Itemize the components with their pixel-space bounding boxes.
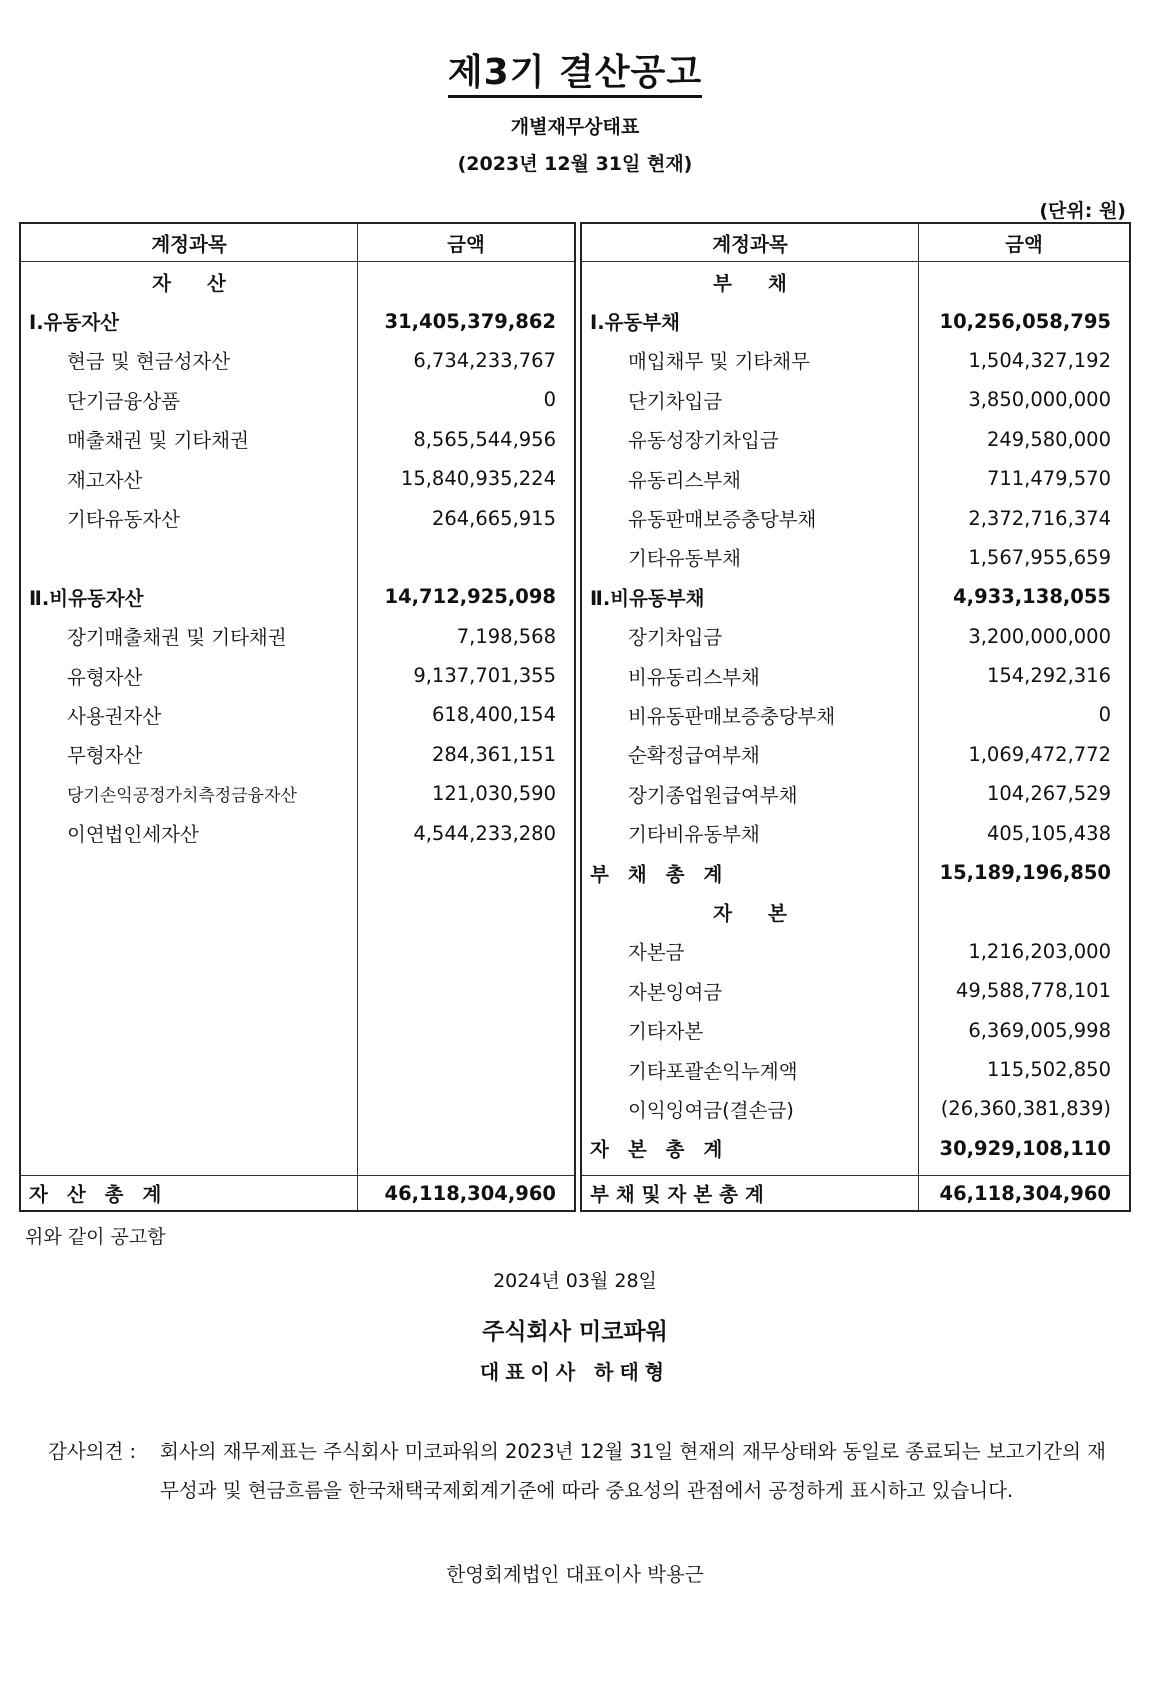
table-row xyxy=(21,813,574,852)
account-label: 자본잉여금 xyxy=(582,971,919,1010)
account-amount: 249,580,000 xyxy=(986,427,1111,451)
table-row xyxy=(582,380,1129,419)
table-row xyxy=(21,459,574,498)
account-label: 이연법인세자산 xyxy=(21,813,358,852)
table-row xyxy=(582,774,1129,813)
noncurrent-liabilities-amount: 4,933,138,055 xyxy=(953,585,1111,609)
liabilities-equity-table xyxy=(580,222,1131,1212)
announcement-text: 위와 같이 공고함 xyxy=(25,1226,166,1248)
table-row xyxy=(21,735,574,774)
noncurrent-assets-label: Ⅱ.비유동자산 xyxy=(21,577,358,616)
amount-header: 금액 xyxy=(1005,232,1043,256)
account-amount: 284,361,151 xyxy=(431,742,556,766)
account-amount: 3,850,000,000 xyxy=(968,388,1111,412)
account-label: 기타유동자산 xyxy=(21,498,358,537)
account-label: 순확정급여부채 xyxy=(582,735,919,774)
account-amount: 264,665,915 xyxy=(431,506,556,530)
assets-total-amount: 46,118,304,960 xyxy=(384,1181,556,1205)
noncurrent-assets-amount: 14,712,925,098 xyxy=(384,585,556,609)
account-amount: 711,479,570 xyxy=(986,467,1111,491)
table-row xyxy=(582,341,1129,380)
group-row xyxy=(582,577,1129,616)
ceo-name: 대표이사 하태형 xyxy=(479,1360,671,1384)
amount-header: 금액 xyxy=(447,232,485,256)
equity-total-amount: 30,929,108,110 xyxy=(939,1136,1111,1160)
account-label: 당기손익공정가치측정금융자산 xyxy=(21,774,358,813)
balance-sheet xyxy=(19,222,1131,1212)
equity-total-row xyxy=(582,1129,1129,1168)
audit-text: 회사의 재무제표는 주식회사 미코파워의 2023년 12월 31일 현재의 재무상태와 동일로 종료되는 보고기간의 재무성과 및 현금흐름을 한국채택국제회계기준에 따라 중요성의 관점에서 공정하게 표시하고 있습니다. xyxy=(160,1440,1106,1502)
table-row xyxy=(582,1010,1129,1049)
account-label: 무형자산 xyxy=(21,735,358,774)
account-label: 유동리스부채 xyxy=(582,459,919,498)
account-label: 유형자산 xyxy=(21,656,358,695)
account-label: 재고자산 xyxy=(21,459,358,498)
table-row xyxy=(21,498,574,537)
account-amount: 3,200,000,000 xyxy=(968,624,1111,648)
account-label: 단기차입금 xyxy=(582,380,919,419)
account-amount: 7,198,568 xyxy=(456,624,556,648)
group-row xyxy=(21,577,574,616)
empty-space xyxy=(21,853,574,1175)
account-amount: 15,840,935,224 xyxy=(400,467,556,491)
account-amount: 154,292,316 xyxy=(986,664,1111,688)
account-label: 장기차입금 xyxy=(582,617,919,656)
statement-subtitle: 개별재무상태표 xyxy=(510,116,640,138)
account-amount: 405,105,438 xyxy=(986,821,1111,845)
page-title: 제3기 결산공고 xyxy=(0,44,1150,95)
announcement-date: 2024년 03월 28일 xyxy=(493,1270,657,1292)
account-amount: 1,504,327,192 xyxy=(968,348,1111,372)
account-amount: 121,030,590 xyxy=(431,782,556,806)
current-assets-amount: 31,405,379,862 xyxy=(384,309,556,333)
account-amount: 6,369,005,998 xyxy=(968,1018,1111,1042)
table-row xyxy=(21,656,574,695)
as-of-date: (2023년 12월 31일 현재) xyxy=(457,153,693,175)
table-row xyxy=(582,617,1129,656)
account-label: 단기금융상품 xyxy=(21,380,358,419)
liab-equity-total-label: 부채및자본총계 xyxy=(582,1176,919,1210)
account-header: 계정과목 xyxy=(21,224,358,261)
table-row xyxy=(582,459,1129,498)
assets-table xyxy=(19,222,576,1212)
liabilities-total-row xyxy=(582,853,1129,892)
table-row xyxy=(21,774,574,813)
account-label: 비유동판매보증충당부채 xyxy=(582,695,919,734)
table-row xyxy=(582,695,1129,734)
table-header xyxy=(21,224,574,262)
account-label: 매출채권 및 기타채권 xyxy=(21,420,358,459)
account-label: 유동판매보증충당부채 xyxy=(582,498,919,537)
account-label: 자본금 xyxy=(582,932,919,971)
blank-row xyxy=(21,538,574,577)
unit-label: (단위: 원) xyxy=(1039,200,1126,222)
account-label: 기타포괄손익누계액 xyxy=(582,1050,919,1089)
account-label: 장기매출채권 및 기타채권 xyxy=(21,617,358,656)
group-row xyxy=(582,301,1129,340)
assets-total-row xyxy=(21,1175,574,1210)
table-row xyxy=(582,498,1129,537)
table-row xyxy=(21,420,574,459)
liab-equity-total-amount: 46,118,304,960 xyxy=(939,1181,1111,1205)
current-assets-label: Ⅰ.유동자산 xyxy=(21,301,358,340)
account-amount: (26,360,381,839) xyxy=(940,1097,1111,1121)
account-amount: 0 xyxy=(1098,703,1111,727)
account-label: 기타비유동부채 xyxy=(582,813,919,852)
table-row xyxy=(582,971,1129,1010)
liabilities-total-label: 부채총계 xyxy=(582,853,919,892)
account-label: 비유동리스부채 xyxy=(582,656,919,695)
account-amount: 1,567,955,659 xyxy=(968,545,1111,569)
section-row xyxy=(582,892,1129,931)
account-amount: 618,400,154 xyxy=(431,703,556,727)
equity-total-label: 자본총계 xyxy=(582,1129,919,1168)
account-header: 계정과목 xyxy=(582,224,919,261)
table-header xyxy=(582,224,1129,262)
table-row xyxy=(582,538,1129,577)
assets-section-label: 자산 xyxy=(21,262,358,301)
account-amount: 104,267,529 xyxy=(986,782,1111,806)
table-row xyxy=(582,1089,1129,1128)
account-label: 사용권자산 xyxy=(21,695,358,734)
audit-label: 감사의견 : xyxy=(48,1440,137,1463)
account-label: 장기종업원급여부채 xyxy=(582,774,919,813)
noncurrent-liabilities-label: Ⅱ.비유동부채 xyxy=(582,577,919,616)
table-row xyxy=(21,695,574,734)
liab-equity-total-row xyxy=(582,1175,1129,1210)
table-row xyxy=(582,420,1129,459)
account-amount: 6,734,233,767 xyxy=(413,348,556,372)
empty-space xyxy=(582,1168,1129,1175)
account-label: 기타유동부채 xyxy=(582,538,919,577)
liabilities-total-amount: 15,189,196,850 xyxy=(939,861,1111,885)
section-row xyxy=(21,262,574,301)
account-label: 매입채무 및 기타채무 xyxy=(582,341,919,380)
account-amount: 1,069,472,772 xyxy=(968,742,1111,766)
account-amount: 2,372,716,374 xyxy=(968,506,1111,530)
account-label: 이익잉여금(결손금) xyxy=(582,1089,919,1128)
auditor-name: 한영회계법인 대표이사 박용근 xyxy=(446,1563,704,1586)
current-liabilities-amount: 10,256,058,795 xyxy=(939,309,1111,333)
account-label: 유동성장기차입금 xyxy=(582,420,919,459)
equity-section-label: 자본 xyxy=(582,892,919,931)
account-amount: 1,216,203,000 xyxy=(968,939,1111,963)
account-label: 기타자본 xyxy=(582,1010,919,1049)
company-name: 주식회사 미코파워 xyxy=(482,1319,668,1345)
section-row xyxy=(582,262,1129,301)
liabilities-section-label: 부채 xyxy=(582,262,919,301)
table-row xyxy=(21,617,574,656)
account-amount: 8,565,544,956 xyxy=(413,427,556,451)
account-amount: 4,544,233,280 xyxy=(413,821,556,845)
table-row xyxy=(582,932,1129,971)
account-amount: 49,588,778,101 xyxy=(955,979,1111,1003)
table-row xyxy=(21,341,574,380)
account-amount: 115,502,850 xyxy=(986,1058,1111,1081)
group-row xyxy=(21,301,574,340)
account-label: 현금 및 현금성자산 xyxy=(21,341,358,380)
account-amount: 9,137,701,355 xyxy=(413,664,556,688)
current-liabilities-label: Ⅰ.유동부채 xyxy=(582,301,919,340)
account-amount: 0 xyxy=(543,388,556,412)
table-row xyxy=(21,380,574,419)
table-row xyxy=(582,735,1129,774)
assets-total-label: 자산총계 xyxy=(21,1176,358,1210)
table-row xyxy=(582,1050,1129,1089)
table-row xyxy=(582,813,1129,852)
table-row xyxy=(582,656,1129,695)
